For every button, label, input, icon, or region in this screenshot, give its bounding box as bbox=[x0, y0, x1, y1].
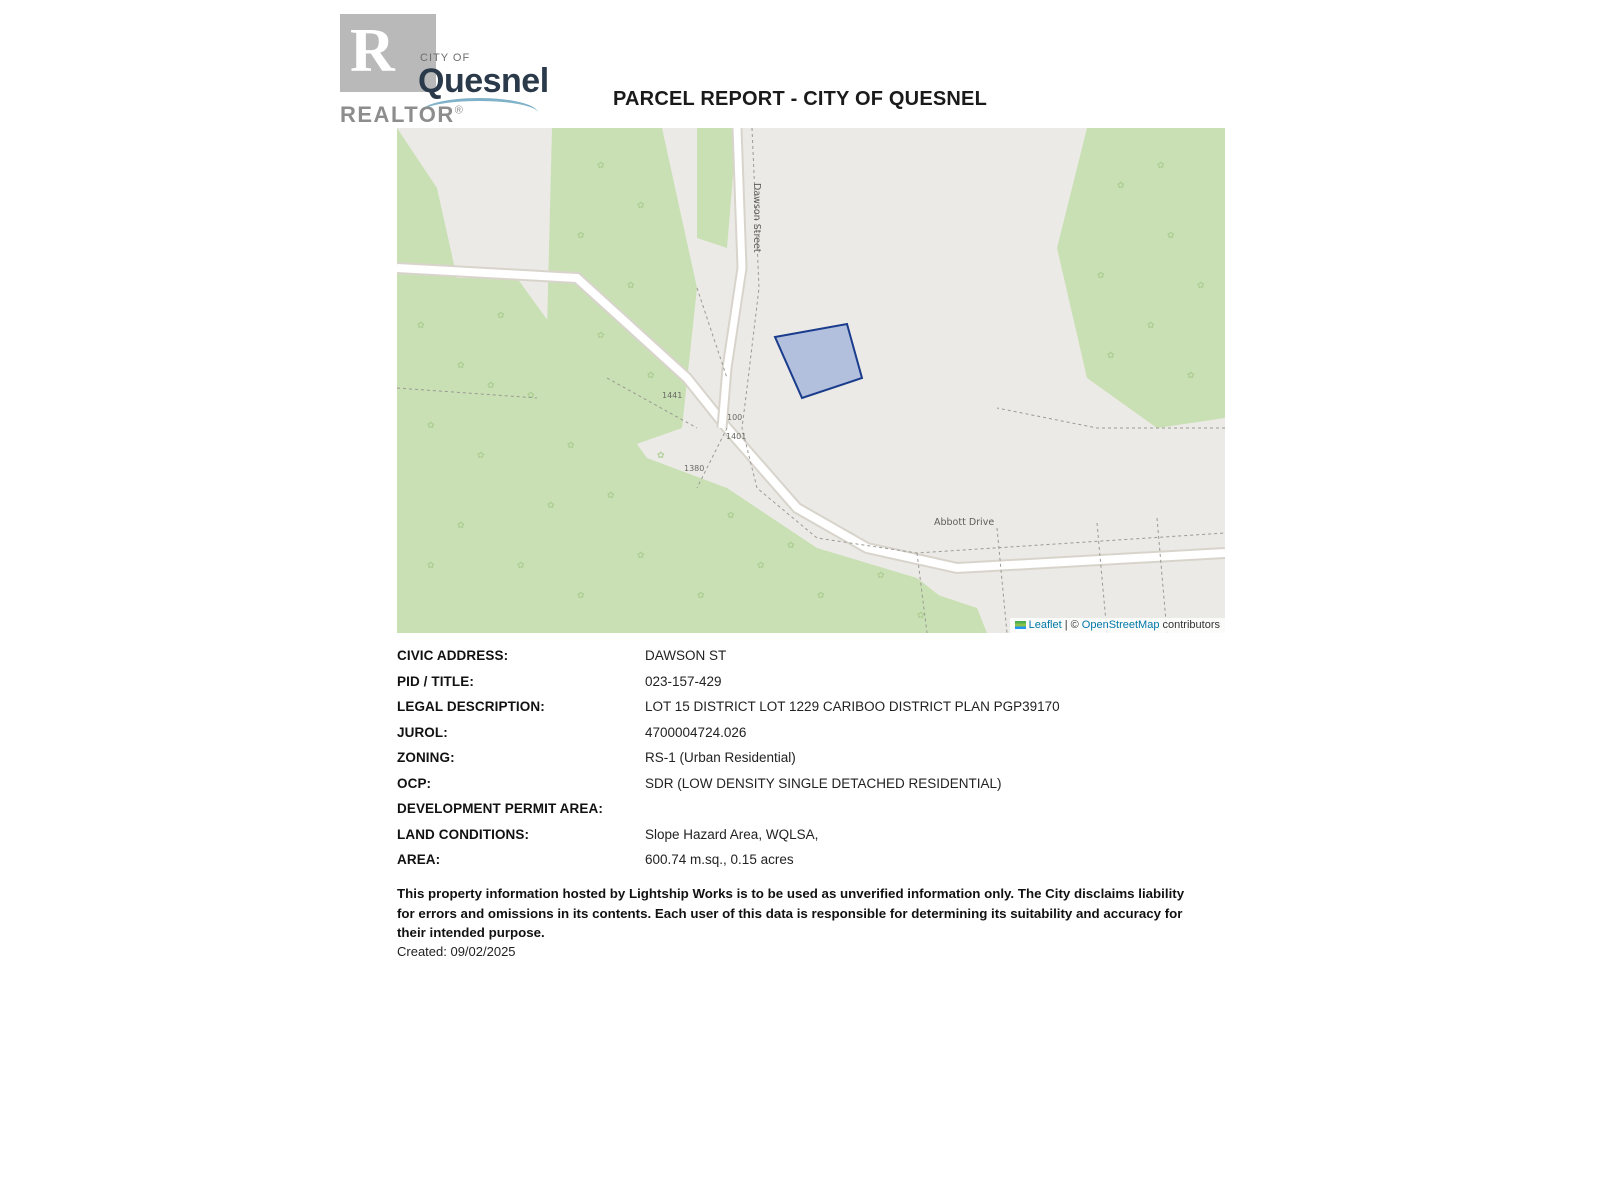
openstreetmap-link[interactable]: OpenStreetMap bbox=[1081, 619, 1160, 631]
attribute-label: LAND CONDITIONS: bbox=[397, 826, 530, 842]
attribute-value: RS-1 (Urban Residential) bbox=[645, 750, 796, 765]
attribute-row-zoning bbox=[397, 750, 1227, 765]
attribute-label: AREA: bbox=[397, 852, 441, 867]
svg-text:✿: ✿ bbox=[697, 591, 705, 601]
attribute-value: LOT 15 DISTRICT LOT 1229 CARIBOO DISTRICT PLAN PGP39170 bbox=[645, 699, 1060, 714]
attribute-value: 600.74 m.sq., 0.15 acres bbox=[645, 852, 794, 867]
svg-text:✿: ✿ bbox=[647, 371, 655, 381]
parcel-attributes bbox=[397, 648, 1227, 878]
svg-text:✿: ✿ bbox=[597, 161, 605, 171]
attribute-row-development-permit-area bbox=[397, 801, 1227, 816]
svg-text:✿: ✿ bbox=[497, 311, 505, 321]
attribute-label: PID / TITLE: bbox=[397, 673, 474, 689]
attribute-value: DAWSON ST bbox=[645, 648, 727, 663]
leaflet-flag-icon bbox=[1015, 621, 1026, 629]
svg-text:✿: ✿ bbox=[1187, 371, 1195, 381]
svg-text:✿: ✿ bbox=[1157, 161, 1165, 171]
svg-text:✿: ✿ bbox=[527, 391, 535, 401]
attribute-value: 023-157-429 bbox=[645, 673, 722, 689]
svg-text:✿: ✿ bbox=[477, 451, 485, 461]
svg-text:✿: ✿ bbox=[487, 381, 495, 391]
attribute-value: Slope Hazard Area, WQLSA, bbox=[645, 826, 819, 842]
attribute-row-civic-address bbox=[397, 648, 1227, 663]
attribute-value: 4700004724.026 bbox=[645, 724, 747, 740]
svg-text:✿: ✿ bbox=[757, 561, 765, 571]
city-of-label: CITY OF bbox=[420, 52, 471, 64]
svg-text:✿: ✿ bbox=[597, 331, 605, 341]
leaflet-link[interactable]: Leaflet bbox=[1028, 619, 1062, 631]
svg-text:✿: ✿ bbox=[607, 491, 615, 501]
svg-text:✿: ✿ bbox=[637, 551, 645, 561]
attribute-label: CIVIC ADDRESS: bbox=[397, 648, 509, 663]
realtor-r-icon: R bbox=[340, 14, 436, 92]
map-label-100: 100 bbox=[727, 413, 743, 422]
svg-text:✿: ✿ bbox=[457, 521, 465, 531]
svg-text:✿: ✿ bbox=[817, 591, 825, 601]
svg-text:✿: ✿ bbox=[1147, 321, 1155, 331]
svg-text:✿: ✿ bbox=[547, 501, 555, 511]
attribute-row-ocp bbox=[397, 776, 1227, 791]
attribute-row-land-conditions bbox=[397, 827, 1227, 842]
svg-text:✿: ✿ bbox=[787, 541, 795, 551]
svg-text:✿: ✿ bbox=[427, 421, 435, 431]
attribute-row-area bbox=[397, 852, 1227, 867]
map-label-1441: 1441 bbox=[662, 391, 683, 400]
created-date: Created: 09/02/2025 bbox=[397, 944, 516, 959]
map-attribution bbox=[1010, 618, 1225, 633]
svg-text:✿: ✿ bbox=[637, 201, 645, 211]
attribution-separator: | bbox=[1064, 619, 1068, 631]
svg-text:✿: ✿ bbox=[847, 531, 855, 541]
map-label-1401: 1401 bbox=[726, 432, 747, 441]
svg-text:✿: ✿ bbox=[1167, 231, 1175, 241]
svg-text:✿: ✿ bbox=[657, 451, 665, 461]
svg-text:✿: ✿ bbox=[727, 511, 735, 521]
disclaimer-text: This property information hosted by Lightship Works is to be used as unverified information only. The City disclaims liability for errors and omissions in its contents. Each user of this data is responsible for determining its suitability and accuracy for their intended purpose. bbox=[397, 886, 1185, 940]
attribute-label: JUROL: bbox=[397, 724, 448, 740]
map-label-dawson-street: Dawson Street bbox=[751, 183, 762, 253]
svg-text:✿: ✿ bbox=[1197, 281, 1205, 291]
attribute-label: DEVELOPMENT PERMIT AREA: bbox=[397, 801, 603, 816]
copyright-icon: © bbox=[1070, 619, 1079, 631]
svg-text:✿: ✿ bbox=[577, 591, 585, 601]
realtor-wordmark-text: REALTOR bbox=[340, 102, 455, 127]
quesnel-wordmark: Quesnel bbox=[418, 62, 549, 100]
parcel-map[interactable] bbox=[397, 128, 1225, 633]
map-label-abbott-drive: Abbott Drive bbox=[934, 517, 995, 528]
attribute-row-pid-title bbox=[397, 674, 1227, 689]
attribute-value: SDR (LOW DENSITY SINGLE DETACHED RESIDENTIAL) bbox=[645, 775, 1002, 791]
svg-text:✿: ✿ bbox=[517, 561, 525, 571]
attribute-row-legal-description bbox=[397, 699, 1227, 714]
attribute-label: ZONING: bbox=[397, 750, 455, 765]
page-title: PARCEL REPORT - CITY OF QUESNEL bbox=[612, 88, 987, 110]
map-label-1380: 1380 bbox=[684, 464, 705, 473]
map-canvas bbox=[397, 128, 1225, 633]
svg-text:✿: ✿ bbox=[577, 231, 585, 241]
svg-text:✿: ✿ bbox=[877, 571, 885, 581]
svg-text:✿: ✿ bbox=[1117, 181, 1125, 191]
attribute-label: OCP: bbox=[397, 775, 432, 791]
svg-text:✿: ✿ bbox=[1097, 271, 1105, 281]
svg-text:✿: ✿ bbox=[1107, 351, 1115, 361]
svg-text:✿: ✿ bbox=[537, 271, 545, 281]
svg-text:✿: ✿ bbox=[567, 441, 575, 451]
svg-text:✿: ✿ bbox=[627, 281, 635, 291]
svg-text:✿: ✿ bbox=[457, 361, 465, 371]
attribute-row-jurol bbox=[397, 725, 1227, 740]
svg-text:✿: ✿ bbox=[417, 321, 425, 331]
attribute-label: LEGAL DESCRIPTION: bbox=[397, 699, 545, 714]
contributors-label: contributors bbox=[1162, 619, 1220, 631]
svg-text:✿: ✿ bbox=[427, 561, 435, 571]
registered-trademark-icon: ® bbox=[454, 104, 465, 117]
svg-text:✿: ✿ bbox=[917, 611, 925, 621]
report-header bbox=[0, 0, 1600, 127]
